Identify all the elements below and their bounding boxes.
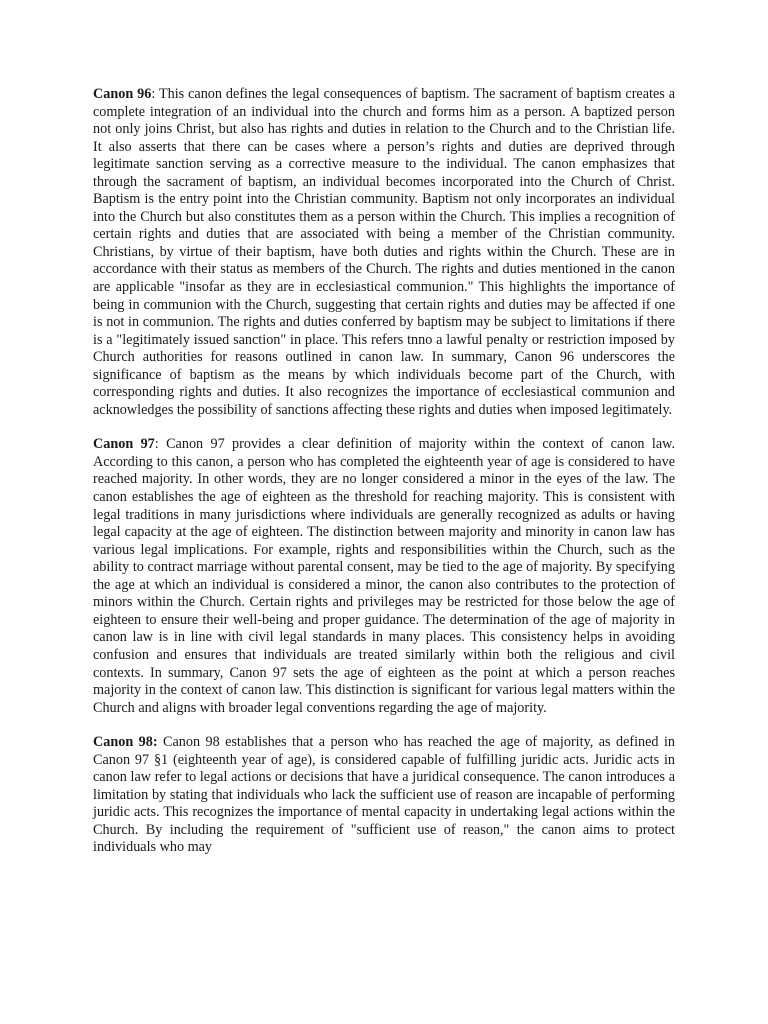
canon-97-heading: Canon 97 [93, 436, 155, 453]
canon-97-paragraph [93, 436, 675, 717]
canon-96-heading: Canon 96 [93, 86, 152, 102]
canon-96-paragraph [93, 86, 675, 419]
canon-98-heading: Canon 98: [93, 734, 158, 751]
canon-98-paragraph [93, 734, 675, 857]
canon-97-separator: : [154, 436, 167, 453]
canon-97-body: Canon 97 provides a clear definition of majority within the context of canon law. According to this canon, a person who has completed the eighteenth year of age is considered to have reached majority. In other words, they are no longer considered a minor in the eyes of the law. The canon establishes the age of eighteen as the threshold for reaching majority. This is consistent with legal traditions in many jurisdictions where individuals are generally recognized as adults or having legal capacity at the age of eighteen. The distinction between majority and minority in canon law has various legal implications. For example, rights and responsibilities within the Church, such as the ability to contract marriage without parental consent, may be tied to the age of majority. By specifying the age at which an individual is considered a minor, the canon also contributes to the protection of minors within the Church. Certain rights and privileges may be restricted for those below the age of eighteen to ensure their well-being and proper guidance. The determination of the age of majority in canon law is in line with civil legal standards in many places. This consistency helps in avoiding confusion and ensures that individuals are treated similarly within both the religious and civil contexts. In summary, Canon 97 sets the age of eighteen as the point at which a person reaches majority in the context of canon law. This distinction is significant for various legal matters within the Church and aligns with broader legal conventions regarding the age of majority. [93, 436, 675, 716]
canon-98-body: Canon 98 establishes that a person who has reached the age of majority, as defined in Canon 97 §1 (eighteenth year of age), is considered capable of fulfilling juridic acts. Juridic acts in canon law refer to legal actions or decisions that have a juridical consequence. The canon introduces a limitation by stating that individuals who lack the sufficient use of reason are incapable of performing juridic acts. This recognizes the importance of mental capacity in undertaking legal actions within the Church. By including the requirement of "sufficient use of reason," the canon aims to protect individuals who may [93, 734, 675, 856]
canon-96-body: This canon defines the legal consequences of baptism. The sacrament of baptism creates a complete integration of an individual into the church and forms him as a person. A baptized person not only joins Christ, but also has rights and duties in relation to the Church and to the Christian life. It also asserts that there can be cases where a person’s rights and duties are deprived through legitimate sanction serving as a corrective measure to the individual. The canon emphasizes that through the sacrament of baptism, an individual becomes incorporated into the Church of Christ. Baptism is the entry point into the Christian community. Baptism not only incorporates an individual into the Church but also constitutes them as a person within the Church. This implies a recognition of certain rights and duties that are associated with being a member of the Christian community. Christians, by virtue of their baptism, have both duties and rights within the Church. These are in accordance with their status as members of the Church. The rights and duties mentioned in the canon are applicable "insofar as they are in ecclesiastical communion." This highlights the importance of being in communion with the Church, suggesting that certain rights and duties may be affected if one is not in communion. The rights and duties conferred by baptism may be subject to limitations if there is a "legitimately issued sanction" in place. This refers tnno a lawful penalty or restriction imposed by Church authorities for reasons outlined in canon law. In summary, Canon 96 underscores the significance of baptism as the means by which individuals become part of the Church, with corresponding rights and duties. It also recognizes the importance of ecclesiastical communion and acknowledges the possibility of sanctions affecting these rights and duties when imposed legitimately. [93, 86, 676, 418]
document-page [93, 86, 675, 874]
canon-96-separator: : [151, 86, 159, 102]
